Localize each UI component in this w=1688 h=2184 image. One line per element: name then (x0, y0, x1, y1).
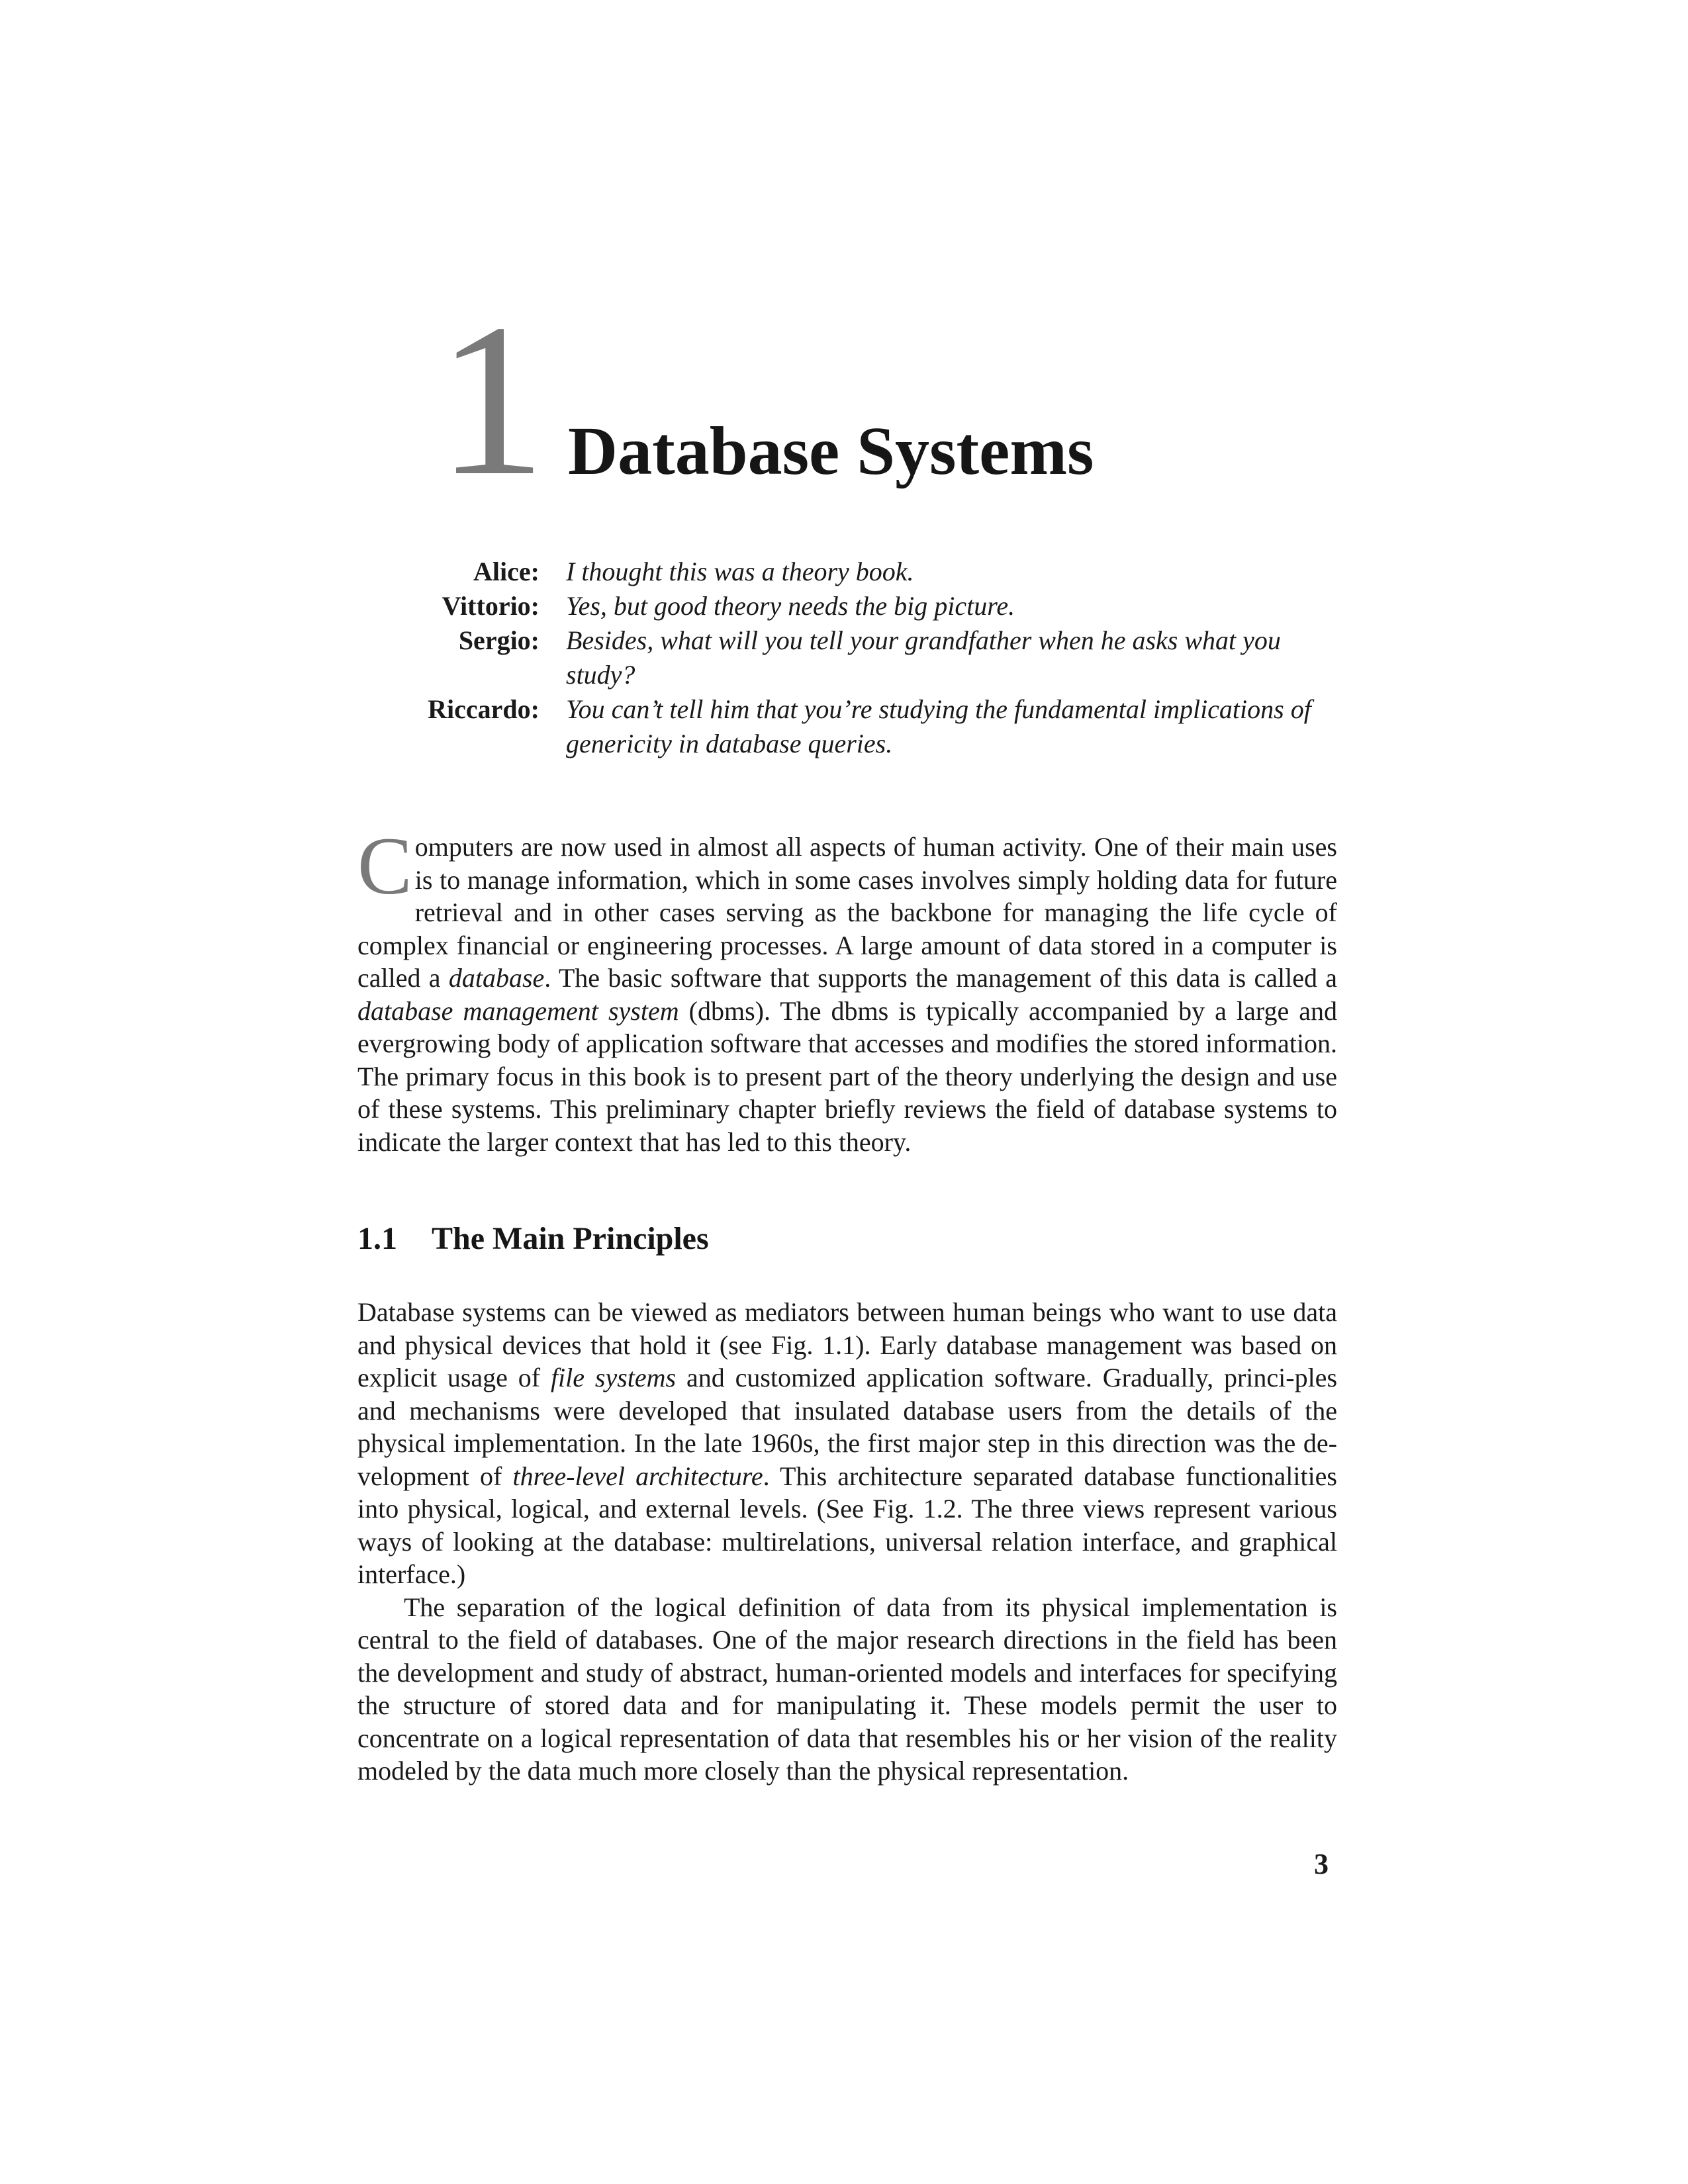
epigraph-line (371, 555, 1364, 589)
term-database: database (448, 963, 545, 993)
para1-text-3: . This architecture separated database functionalities into physical, logical, and external levels. (See Fig. 1.2. The three views represent various ways of looking at the database: multirelations, universal relation interface, and graphical interface.) (357, 1461, 1337, 1589)
epigraph-line (371, 589, 1364, 623)
intro-text-1: omputers are now used in almost all aspects of human activity. One of their main uses is to manage information, which in some cases involves simply holding data for future retrieval and in other cases serving as the backbone for managing the life cycle of complex financial or engineering processes. A large amount of data stored in a computer is called a (357, 832, 1337, 993)
term-three-level-architecture: three-level architecture (512, 1461, 763, 1491)
drop-cap: C (357, 821, 412, 911)
section-heading (357, 1223, 709, 1255)
section-title: The Main Principles (432, 1221, 709, 1256)
epigraph-text: Besides, what will you tell your grandfather when he asks what you study? (566, 625, 1281, 690)
paragraph (357, 1296, 1337, 1591)
epigraph-speaker: Alice: (473, 557, 539, 586)
chapter-title: Database Systems (568, 413, 1094, 489)
section-number: 1.1 (357, 1221, 397, 1256)
para1-text-2: and customized application software. Gradually, princi-ples and mechanisms were developed that insulated database users from the details of the physical implementation. In the late 1960s, the first major step in this direction was the de-velopment of (357, 1363, 1338, 1491)
term-file-systems: file systems (550, 1363, 677, 1392)
paragraph: The separation of the logical definition of data from its physical implementation is central to the field of databases. One of the major research directions in the field has been the development and study of abstract, human-oriented models and interfaces for specifying the structure of stored data and for manipulating it. These models permit the user to concentrate on a logical representation of data that resembles his or her vision of the reality modeled by the data much more closely than the physical representation. (357, 1592, 1337, 1786)
epigraph-text: You can’t tell him that you’re studying the fundamental implications of genericity in database queries. (566, 694, 1311, 758)
term-dbms: database management system (357, 995, 679, 1026)
epigraph-text: Yes, but good theory needs the big picture. (566, 591, 1015, 621)
page-number: 3 (1314, 1848, 1329, 1880)
section-body (357, 1296, 1337, 1788)
intro-text-2: . The basic software that supports the management of this data is called a (544, 963, 1338, 993)
epigraph-speaker: Riccardo: (428, 694, 539, 724)
intro-text-3: (dbms). The dbms is typically accompanied by a large and evergrowing body of application software that accesses and modifies the stored information. The primary focus in this book is to present part of the theory underlying the design and use of these systems. This preliminary chapter briefly reviews the field of database systems to indicate the larger context that has led to this theory. (357, 995, 1338, 1157)
epigraph-speaker: Sergio: (458, 625, 539, 655)
epigraph-speaker: Vittorio: (442, 591, 539, 621)
intro-paragraph (357, 821, 1338, 1158)
epigraph-text: I thought this was a theory book. (566, 557, 914, 586)
epigraph-line (371, 692, 1364, 761)
epigraph-line (371, 623, 1364, 692)
para1-text-1: Database systems can be viewed as mediators between human beings who want to use data and physical devices that hold it (see Fig. 1.1). Early database management was based on explicit usage of (357, 1297, 1337, 1392)
chapter-number: 1 (437, 279, 546, 521)
epigraph (371, 555, 1364, 761)
